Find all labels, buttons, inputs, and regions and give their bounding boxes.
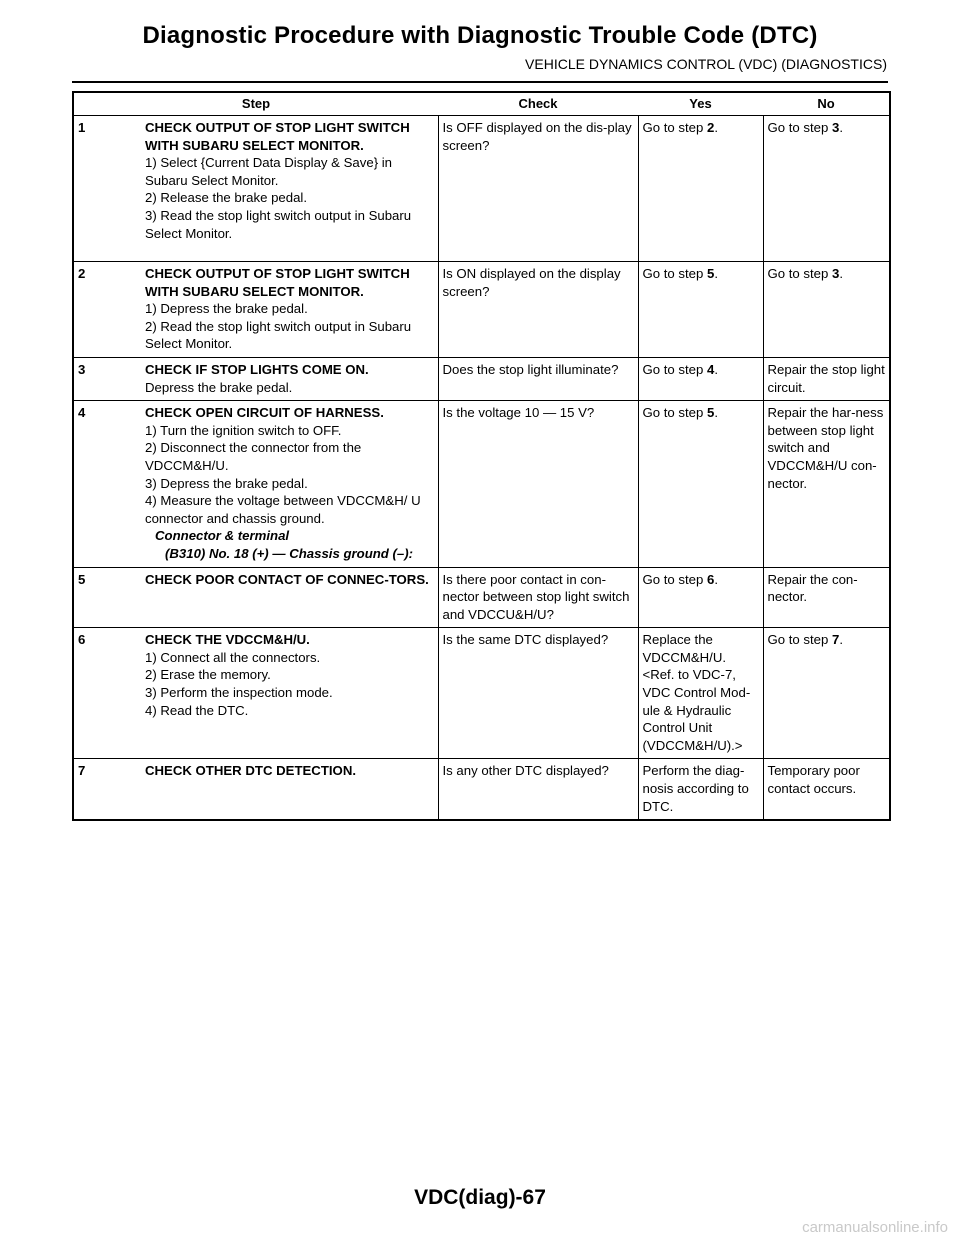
table-row	[73, 567, 890, 628]
step-instruction: 1) Depress the brake pedal.	[145, 301, 308, 317]
step-title: CHECK THE VDCCM&H/U.	[145, 632, 310, 648]
no-cell: Repair the har-ness between stop light switch and VDCCM&H/U con-nector.	[763, 401, 890, 567]
step-cell	[73, 116, 438, 262]
step-instruction: 3) Perform the inspection mode.	[145, 685, 333, 701]
step-instruction: Depress the brake pedal.	[145, 379, 293, 395]
no-cell: Go to step 7.	[763, 628, 890, 759]
table-header-row	[73, 92, 890, 116]
connector-terminal: (B310) No. 18 (+) — Chassis ground (–):	[165, 545, 414, 561]
step-cell	[73, 262, 438, 358]
check-cell: Does the stop light illuminate?	[438, 357, 638, 400]
step-title: CHECK POOR CONTACT OF CONNEC-TORS.	[145, 571, 429, 587]
yes-cell: Replace the VDCCM&H/U. <Ref. to VDC-7, VDC Control Mod-ule & Hydraulic Control Unit (VDCCM&H/U).>	[638, 628, 763, 759]
step-instruction: 1) Select {Current Data Display & Save} in Subaru Select Monitor.	[145, 155, 393, 188]
step-title: CHECK OPEN CIRCUIT OF HARNESS.	[145, 405, 384, 421]
no-step-link[interactable]: 3	[832, 120, 840, 135]
step-instruction: 1) Turn the ignition switch to OFF.	[145, 422, 342, 438]
step-number: 6	[78, 632, 86, 648]
yes-step-link[interactable]: 2	[707, 120, 715, 135]
no-cell: Go to step 3.	[763, 116, 890, 262]
table-row	[73, 628, 890, 759]
column-header-yes: Yes	[638, 92, 763, 116]
no-cell: Temporary poor contact occurs.	[763, 759, 890, 820]
column-header-step: Step	[73, 92, 438, 116]
no-cell: Repair the con-nector.	[763, 567, 890, 628]
section-title: VEHICLE DYNAMICS CONTROL (VDC) (DIAGNOSTICS)	[525, 56, 887, 72]
step-instruction: 2) Erase the memory.	[145, 667, 271, 683]
step-instruction: 3) Depress the brake pedal.	[145, 475, 308, 491]
check-cell: Is the same DTC displayed?	[438, 628, 638, 759]
table-row	[73, 357, 890, 400]
no-step-link[interactable]: 7	[832, 632, 840, 648]
diagnostic-table	[72, 91, 891, 821]
table-row	[73, 759, 890, 820]
step-instruction: 3) Read the stop light switch output in Subaru Select Monitor.	[145, 207, 412, 241]
step-title: CHECK IF STOP LIGHTS COME ON.	[145, 361, 369, 377]
no-step-link[interactable]: 3	[832, 266, 840, 281]
no-text: Go to step	[767, 632, 833, 648]
yes-text: Go to step	[642, 405, 708, 421]
no-text: Go to step	[767, 120, 833, 135]
step-number: 1	[78, 120, 86, 135]
check-cell: Is there poor contact in con-nector between stop light switch and VDCCU&H/U?	[438, 567, 638, 628]
yes-cell: Perform the diag-nosis according to DTC.	[638, 759, 763, 820]
table-row	[73, 116, 890, 262]
column-header-no: No	[763, 92, 890, 116]
no-cell: Repair the stop light circuit.	[763, 357, 890, 400]
check-cell: Is OFF displayed on the dis-play screen?	[438, 116, 638, 262]
page-title: Diagnostic Procedure with Diagnostic Trouble Code (DTC)	[142, 22, 818, 49]
page-footer-id: VDC(diag)-67	[414, 1186, 546, 1209]
column-header-check: Check	[438, 92, 638, 116]
step-number: 4	[78, 405, 86, 421]
header-rule	[72, 81, 888, 83]
yes-cell: Go to step 2.	[638, 116, 763, 262]
table-row	[73, 262, 890, 358]
step-number: 7	[78, 763, 86, 779]
no-text: Go to step	[767, 266, 833, 281]
step-cell	[73, 628, 438, 759]
step-instruction: 2) Disconnect the connector from the VDCCM&H/U.	[145, 440, 362, 473]
step-number: 5	[78, 571, 86, 587]
yes-cell: Go to step 5.	[638, 262, 763, 358]
yes-step-link[interactable]: 4	[707, 361, 715, 377]
watermark: carmanualsonline.info	[802, 1219, 948, 1236]
yes-cell: Go to step 4.	[638, 357, 763, 400]
no-cell: Go to step 3.	[763, 262, 890, 358]
step-instruction: 4) Read the DTC.	[145, 702, 249, 718]
step-instruction: 1) Connect all the connectors.	[145, 649, 321, 665]
check-cell: Is any other DTC displayed?	[438, 759, 638, 820]
step-title: CHECK OUTPUT OF STOP LIGHT SWITCH WITH SUBARU SELECT MONITOR.	[145, 120, 410, 153]
yes-text: Go to step	[642, 361, 708, 377]
step-instruction: 2) Release the brake pedal.	[145, 190, 308, 206]
connector-label: Connector & terminal	[155, 528, 290, 544]
yes-step-link[interactable]: 6	[707, 571, 715, 587]
check-cell: Is ON displayed on the display screen?	[438, 262, 638, 358]
check-cell: Is the voltage 10 — 15 V?	[438, 401, 638, 567]
step-number: 2	[78, 266, 86, 281]
step-instruction: 2) Read the stop light switch output in Subaru Select Monitor.	[145, 318, 412, 352]
yes-step-link[interactable]: 5	[707, 266, 715, 281]
yes-text: Go to step	[642, 571, 708, 587]
yes-text: Go to step	[642, 120, 708, 135]
step-number: 3	[78, 361, 86, 377]
step-cell	[73, 401, 438, 567]
yes-text: Go to step	[642, 266, 708, 281]
yes-cell: Go to step 6.	[638, 567, 763, 628]
yes-cell: Go to step 5.	[638, 401, 763, 567]
step-instruction: 4) Measure the voltage between VDCCM&H/ U connector and chassis ground.	[145, 493, 421, 526]
step-title: CHECK OUTPUT OF STOP LIGHT SWITCH WITH SUBARU SELECT MONITOR.	[145, 266, 410, 299]
step-title: CHECK OTHER DTC DETECTION.	[145, 763, 356, 779]
step-cell	[73, 567, 438, 628]
yes-step-link[interactable]: 5	[707, 405, 715, 421]
table-row	[73, 401, 890, 567]
step-cell	[73, 759, 438, 820]
step-cell	[73, 357, 438, 400]
